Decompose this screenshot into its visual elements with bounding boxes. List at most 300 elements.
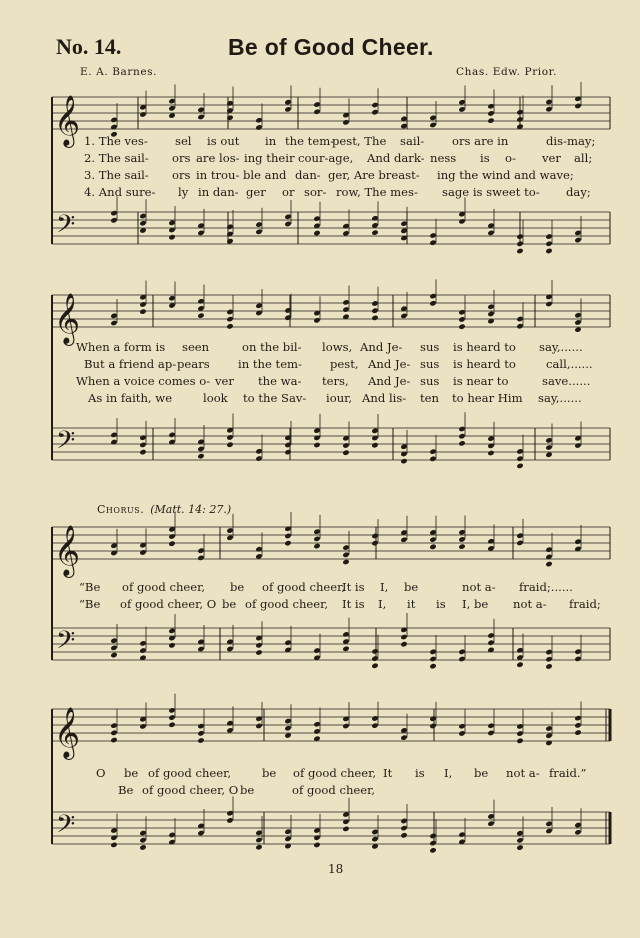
note-head: [574, 656, 581, 662]
lyric-syllable: be: [262, 766, 277, 780]
note-head: [371, 300, 378, 306]
note-head: [371, 655, 378, 661]
lyric-syllable: sus: [420, 357, 440, 371]
note-head: [255, 221, 262, 227]
note-head: [574, 96, 581, 102]
note-head: [574, 829, 581, 835]
note-head: [110, 737, 117, 743]
note-head: [313, 435, 320, 441]
lyric-syllable: When a voice comes o-: [76, 374, 211, 388]
lyric-syllable: But a friend ap-: [84, 357, 177, 371]
note-head: [226, 323, 233, 329]
lyric-syllable: the wa-: [258, 374, 302, 388]
note-head: [429, 544, 436, 550]
note-head: [342, 826, 349, 832]
note-head: [487, 311, 494, 317]
lyric-syllable: When a form is: [76, 340, 166, 354]
note-head: [516, 233, 523, 239]
note-head: [545, 437, 552, 443]
lyric-syllable: fraid.”: [549, 766, 587, 780]
note-head: [226, 316, 233, 322]
note-head: [255, 448, 262, 454]
lyric-syllable: Be: [118, 783, 134, 797]
note-head: [487, 723, 494, 729]
lyric-syllable: of good cheer,: [293, 766, 377, 780]
note-head: [313, 101, 320, 107]
note-head: [574, 822, 581, 828]
note-head: [458, 529, 465, 535]
note-head: [168, 533, 175, 539]
note-head: [284, 533, 291, 539]
note-head: [168, 707, 175, 713]
note-head: [516, 448, 523, 454]
note-head: [458, 730, 465, 736]
note-head: [487, 820, 494, 826]
lyric-syllable: save......: [542, 374, 591, 388]
note-head: [313, 543, 320, 549]
lyric-syllable: is: [436, 597, 446, 611]
lyric-line: [0, 580, 640, 595]
note-head: [342, 631, 349, 637]
lyric-syllable: ver: [542, 151, 561, 165]
lyric-syllable: I,: [444, 766, 453, 780]
lyric-syllable: It is: [342, 580, 365, 594]
note-head: [284, 442, 291, 448]
note-head: [168, 220, 175, 226]
note-head: [110, 217, 117, 223]
note-head: [139, 301, 146, 307]
note-head: [313, 215, 320, 221]
note-head: [284, 214, 291, 220]
note-head: [226, 434, 233, 440]
note-head: [458, 433, 465, 439]
lyric-syllable: call,......: [546, 357, 593, 371]
note-head: [545, 444, 552, 450]
note-head: [545, 546, 552, 552]
lyric-syllable: say,......: [539, 340, 583, 354]
note-head: [574, 103, 581, 109]
note-head: [284, 99, 291, 105]
note-head: [255, 642, 262, 648]
note-head: [429, 232, 436, 238]
lyric-line: [0, 374, 640, 389]
lyric-syllable: the tem-: [285, 134, 335, 148]
lyric-syllable: sor-: [304, 185, 327, 199]
lyric-syllable: ten: [420, 391, 439, 405]
note-head: [516, 837, 523, 843]
note-head: [545, 561, 552, 567]
note-head: [255, 715, 262, 721]
chorus-scripture-reference: (Matt. 14: 27.): [150, 503, 232, 516]
lyric-syllable: And Je-: [368, 357, 411, 371]
lyric-syllable: in trou-: [196, 168, 240, 182]
lyric-syllable: fraid;: [569, 597, 601, 611]
lyric-syllable: sus: [420, 340, 440, 354]
lyric-line: [0, 185, 640, 200]
note-head: [139, 213, 146, 219]
note-head: [487, 230, 494, 236]
lyric-syllable: is: [415, 766, 425, 780]
note-head: [255, 455, 262, 461]
lyric-line: [0, 357, 640, 372]
lyric-syllable: I,: [378, 597, 387, 611]
note-head: [429, 115, 436, 121]
lyric-syllable: ger: [246, 185, 266, 199]
note-head: [371, 829, 378, 835]
lyric-syllable: is out: [207, 134, 240, 148]
clef-icon: 𝄞: [54, 707, 81, 758]
note-head: [168, 98, 175, 104]
note-head: [255, 837, 262, 843]
lyric-syllable: be: [222, 597, 237, 611]
note-head: [197, 446, 204, 452]
note-head: [574, 729, 581, 735]
clef-icon: 𝄞: [54, 95, 81, 146]
lyric-syllable: is heard to: [453, 340, 516, 354]
note-head: [400, 313, 407, 319]
note-head: [139, 723, 146, 729]
note-head: [168, 234, 175, 240]
lyric-syllable: sail-: [400, 134, 425, 148]
note-head: [371, 215, 378, 221]
hymn-number: No. 14.: [56, 34, 122, 59]
note-head: [400, 832, 407, 838]
note-head: [516, 532, 523, 538]
lyric-syllable: fraid;......: [519, 580, 573, 594]
note-head: [516, 540, 523, 546]
note-head: [168, 628, 175, 634]
note-head: [197, 737, 204, 743]
note-head: [139, 308, 146, 314]
note-head: [284, 526, 291, 532]
note-head: [197, 830, 204, 836]
note-head: [197, 723, 204, 729]
lyric-syllable: 4. And sure-: [84, 185, 156, 199]
note-head: [139, 640, 146, 646]
note-head: [168, 714, 175, 720]
note-head: [255, 830, 262, 836]
lyric-syllable: not a-: [513, 597, 547, 611]
lyric-line: [0, 783, 640, 798]
note-head: [429, 723, 436, 729]
note-head: [284, 106, 291, 112]
note-head: [516, 455, 523, 461]
note-head: [516, 830, 523, 836]
note-head: [487, 640, 494, 646]
note-head: [400, 818, 407, 824]
clef-icon: 𝄢: [56, 626, 76, 661]
note-head: [574, 442, 581, 448]
note-head: [342, 552, 349, 558]
lyric-syllable: pest, The: [332, 134, 387, 148]
note-head: [139, 434, 146, 440]
note-head: [284, 221, 291, 227]
note-head: [226, 535, 233, 541]
lyric-syllable: ing their: [244, 151, 295, 165]
note-head: [313, 721, 320, 727]
lyric-syllable: say,......: [538, 391, 582, 405]
lyric-syllable: look: [203, 391, 228, 405]
note-head: [168, 722, 175, 728]
lyric-syllable: of good cheer,: [245, 597, 329, 611]
note-head: [139, 111, 146, 117]
note-head: [255, 303, 262, 309]
note-head: [458, 218, 465, 224]
note-head: [574, 230, 581, 236]
lyric-syllable: to the Sav-: [243, 391, 307, 405]
note-head: [371, 307, 378, 313]
note-head: [139, 549, 146, 555]
lyric-syllable: in dan-: [198, 185, 239, 199]
note-head: [342, 449, 349, 455]
note-head: [110, 652, 117, 658]
lyric-syllable: of good cheer,: [262, 580, 346, 594]
lyric-syllable: of good cheer,: [292, 783, 376, 797]
note-head: [400, 825, 407, 831]
lyric-syllable: 3. The sail-: [84, 168, 149, 182]
note-head: [458, 309, 465, 315]
note-head: [371, 540, 378, 546]
note-head: [342, 223, 349, 229]
note-head: [458, 99, 465, 105]
note-head: [313, 536, 320, 542]
note-head: [516, 116, 523, 122]
note-head: [458, 440, 465, 446]
lyric-syllable: are los-: [196, 151, 240, 165]
lyric-syllable: be: [124, 766, 139, 780]
lyric-syllable: it: [407, 597, 416, 611]
note-head: [516, 463, 523, 469]
clef-icon: 𝄞: [54, 525, 81, 576]
note-head: [516, 316, 523, 322]
note-head: [342, 299, 349, 305]
note-head: [371, 533, 378, 539]
note-head: [371, 109, 378, 115]
note-head: [284, 718, 291, 724]
note-head: [110, 320, 117, 326]
note-head: [110, 117, 117, 123]
note-head: [458, 656, 465, 662]
note-head: [574, 538, 581, 544]
note-head: [168, 105, 175, 111]
note-head: [168, 642, 175, 648]
note-head: [226, 238, 233, 244]
note-head: [487, 117, 494, 123]
note-head: [545, 301, 552, 307]
note-head: [226, 527, 233, 533]
lyric-syllable: of good cheer,: [122, 580, 206, 594]
note-head: [458, 649, 465, 655]
lyric-line: [0, 134, 640, 149]
clef-icon: 𝄢: [56, 810, 76, 845]
note-head: [516, 241, 523, 247]
note-head: [574, 722, 581, 728]
note-head: [342, 306, 349, 312]
note-head: [487, 450, 494, 456]
lyric-syllable: “Be: [79, 597, 101, 611]
note-head: [458, 316, 465, 322]
note-head: [284, 639, 291, 645]
note-head: [371, 229, 378, 235]
note-head: [429, 293, 436, 299]
page-number: 18: [328, 862, 344, 876]
note-head: [458, 723, 465, 729]
note-head: [516, 661, 523, 667]
note-head: [400, 443, 407, 449]
note-head: [487, 110, 494, 116]
note-head: [226, 309, 233, 315]
lyric-line: [0, 151, 640, 166]
note-head: [400, 634, 407, 640]
note-head: [487, 538, 494, 544]
note-head: [487, 304, 494, 310]
lyric-line: [0, 597, 640, 612]
note-head: [545, 241, 552, 247]
note-head: [429, 715, 436, 721]
lyric-syllable: o-: [505, 151, 516, 165]
note-head: [139, 647, 146, 653]
lyric-syllable: is: [480, 151, 490, 165]
note-head: [429, 456, 436, 462]
note-head: [284, 434, 291, 440]
note-head: [458, 323, 465, 329]
note-head: [197, 547, 204, 553]
note-head: [429, 122, 436, 128]
clef-icon: 𝄞: [54, 293, 81, 344]
lyric-syllable: ing the wind and wave;: [437, 168, 574, 182]
note-head: [574, 715, 581, 721]
note-head: [110, 432, 117, 438]
note-head: [197, 298, 204, 304]
note-head: [516, 109, 523, 115]
lyric-syllable: cour-age,: [298, 151, 354, 165]
note-head: [429, 663, 436, 669]
author-credit: E. A. Barnes.: [80, 66, 158, 78]
lyric-syllable: ters,: [322, 374, 349, 388]
note-head: [139, 449, 146, 455]
lyric-line: [0, 168, 640, 183]
hymn-title: Be of Good Cheer.: [228, 34, 434, 60]
lyric-syllable: dis-may;: [546, 134, 596, 148]
lyric-syllable: ble and: [243, 168, 287, 182]
note-head: [371, 715, 378, 721]
note-head: [110, 730, 117, 736]
note-head: [400, 641, 407, 647]
lyric-syllable: is heard to: [453, 357, 516, 371]
note-head: [255, 124, 262, 130]
lyric-syllable: in: [265, 134, 277, 148]
note-head: [197, 107, 204, 113]
note-head: [458, 426, 465, 432]
note-head: [371, 836, 378, 842]
note-head: [574, 319, 581, 325]
note-head: [342, 442, 349, 448]
lyric-syllable: ness: [430, 151, 457, 165]
note-head: [487, 632, 494, 638]
note-head: [342, 818, 349, 824]
note-head: [545, 725, 552, 731]
note-head: [574, 648, 581, 654]
note-head: [139, 837, 146, 843]
note-head: [255, 546, 262, 552]
note-head: [226, 720, 233, 726]
note-head: [284, 725, 291, 731]
note-head: [371, 663, 378, 669]
note-head: [110, 637, 117, 643]
note-head: [226, 646, 233, 652]
lyric-syllable: not a-: [462, 580, 496, 594]
note-head: [110, 834, 117, 840]
note-head: [139, 830, 146, 836]
note-head: [168, 295, 175, 301]
lyric-syllable: of good cheer,: [148, 766, 232, 780]
lyric-syllable: pears: [177, 357, 210, 371]
note-head: [342, 716, 349, 722]
note-head: [110, 842, 117, 848]
note-head: [429, 448, 436, 454]
note-head: [574, 312, 581, 318]
note-head: [110, 542, 117, 548]
note-head: [110, 210, 117, 216]
lyric-syllable: ors: [172, 168, 191, 182]
lyric-line: [0, 766, 640, 781]
note-head: [168, 432, 175, 438]
lyric-syllable: I,: [380, 580, 389, 594]
note-head: [284, 828, 291, 834]
note-head: [400, 458, 407, 464]
lyric-syllable: 2. The sail-: [84, 151, 149, 165]
lyric-syllable: ly: [178, 185, 189, 199]
note-head: [226, 115, 233, 121]
note-head: [371, 648, 378, 654]
note-head: [342, 119, 349, 125]
note-head: [545, 663, 552, 669]
note-head: [139, 220, 146, 226]
lyric-syllable: be: [404, 580, 419, 594]
lyric-syllable: to hear Him: [452, 391, 523, 405]
note-head: [255, 117, 262, 123]
note-head: [197, 230, 204, 236]
note-head: [255, 844, 262, 850]
note-head: [371, 102, 378, 108]
note-head: [516, 647, 523, 653]
note-head: [226, 817, 233, 823]
lyric-syllable: ger, Are breast-: [328, 168, 420, 182]
lyric-syllable: 1. The ves-: [84, 134, 148, 148]
note-head: [284, 314, 291, 320]
note-head: [545, 821, 552, 827]
lyric-syllable: iour,: [326, 391, 353, 405]
lyric-syllable: dan-: [295, 168, 321, 182]
note-head: [458, 831, 465, 837]
note-head: [226, 810, 233, 816]
lyric-syllable: lows,: [322, 340, 353, 354]
note-head: [371, 428, 378, 434]
note-head: [574, 237, 581, 243]
note-head: [110, 645, 117, 651]
note-head: [487, 443, 494, 449]
note-head: [110, 313, 117, 319]
note-head: [284, 307, 291, 313]
note-head: [255, 723, 262, 729]
note-head: [545, 233, 552, 239]
note-head: [545, 649, 552, 655]
lyric-syllable: is near to: [453, 374, 509, 388]
note-head: [197, 730, 204, 736]
lyric-syllable: pest,: [330, 357, 359, 371]
note-head: [545, 248, 552, 254]
note-head: [371, 315, 378, 321]
